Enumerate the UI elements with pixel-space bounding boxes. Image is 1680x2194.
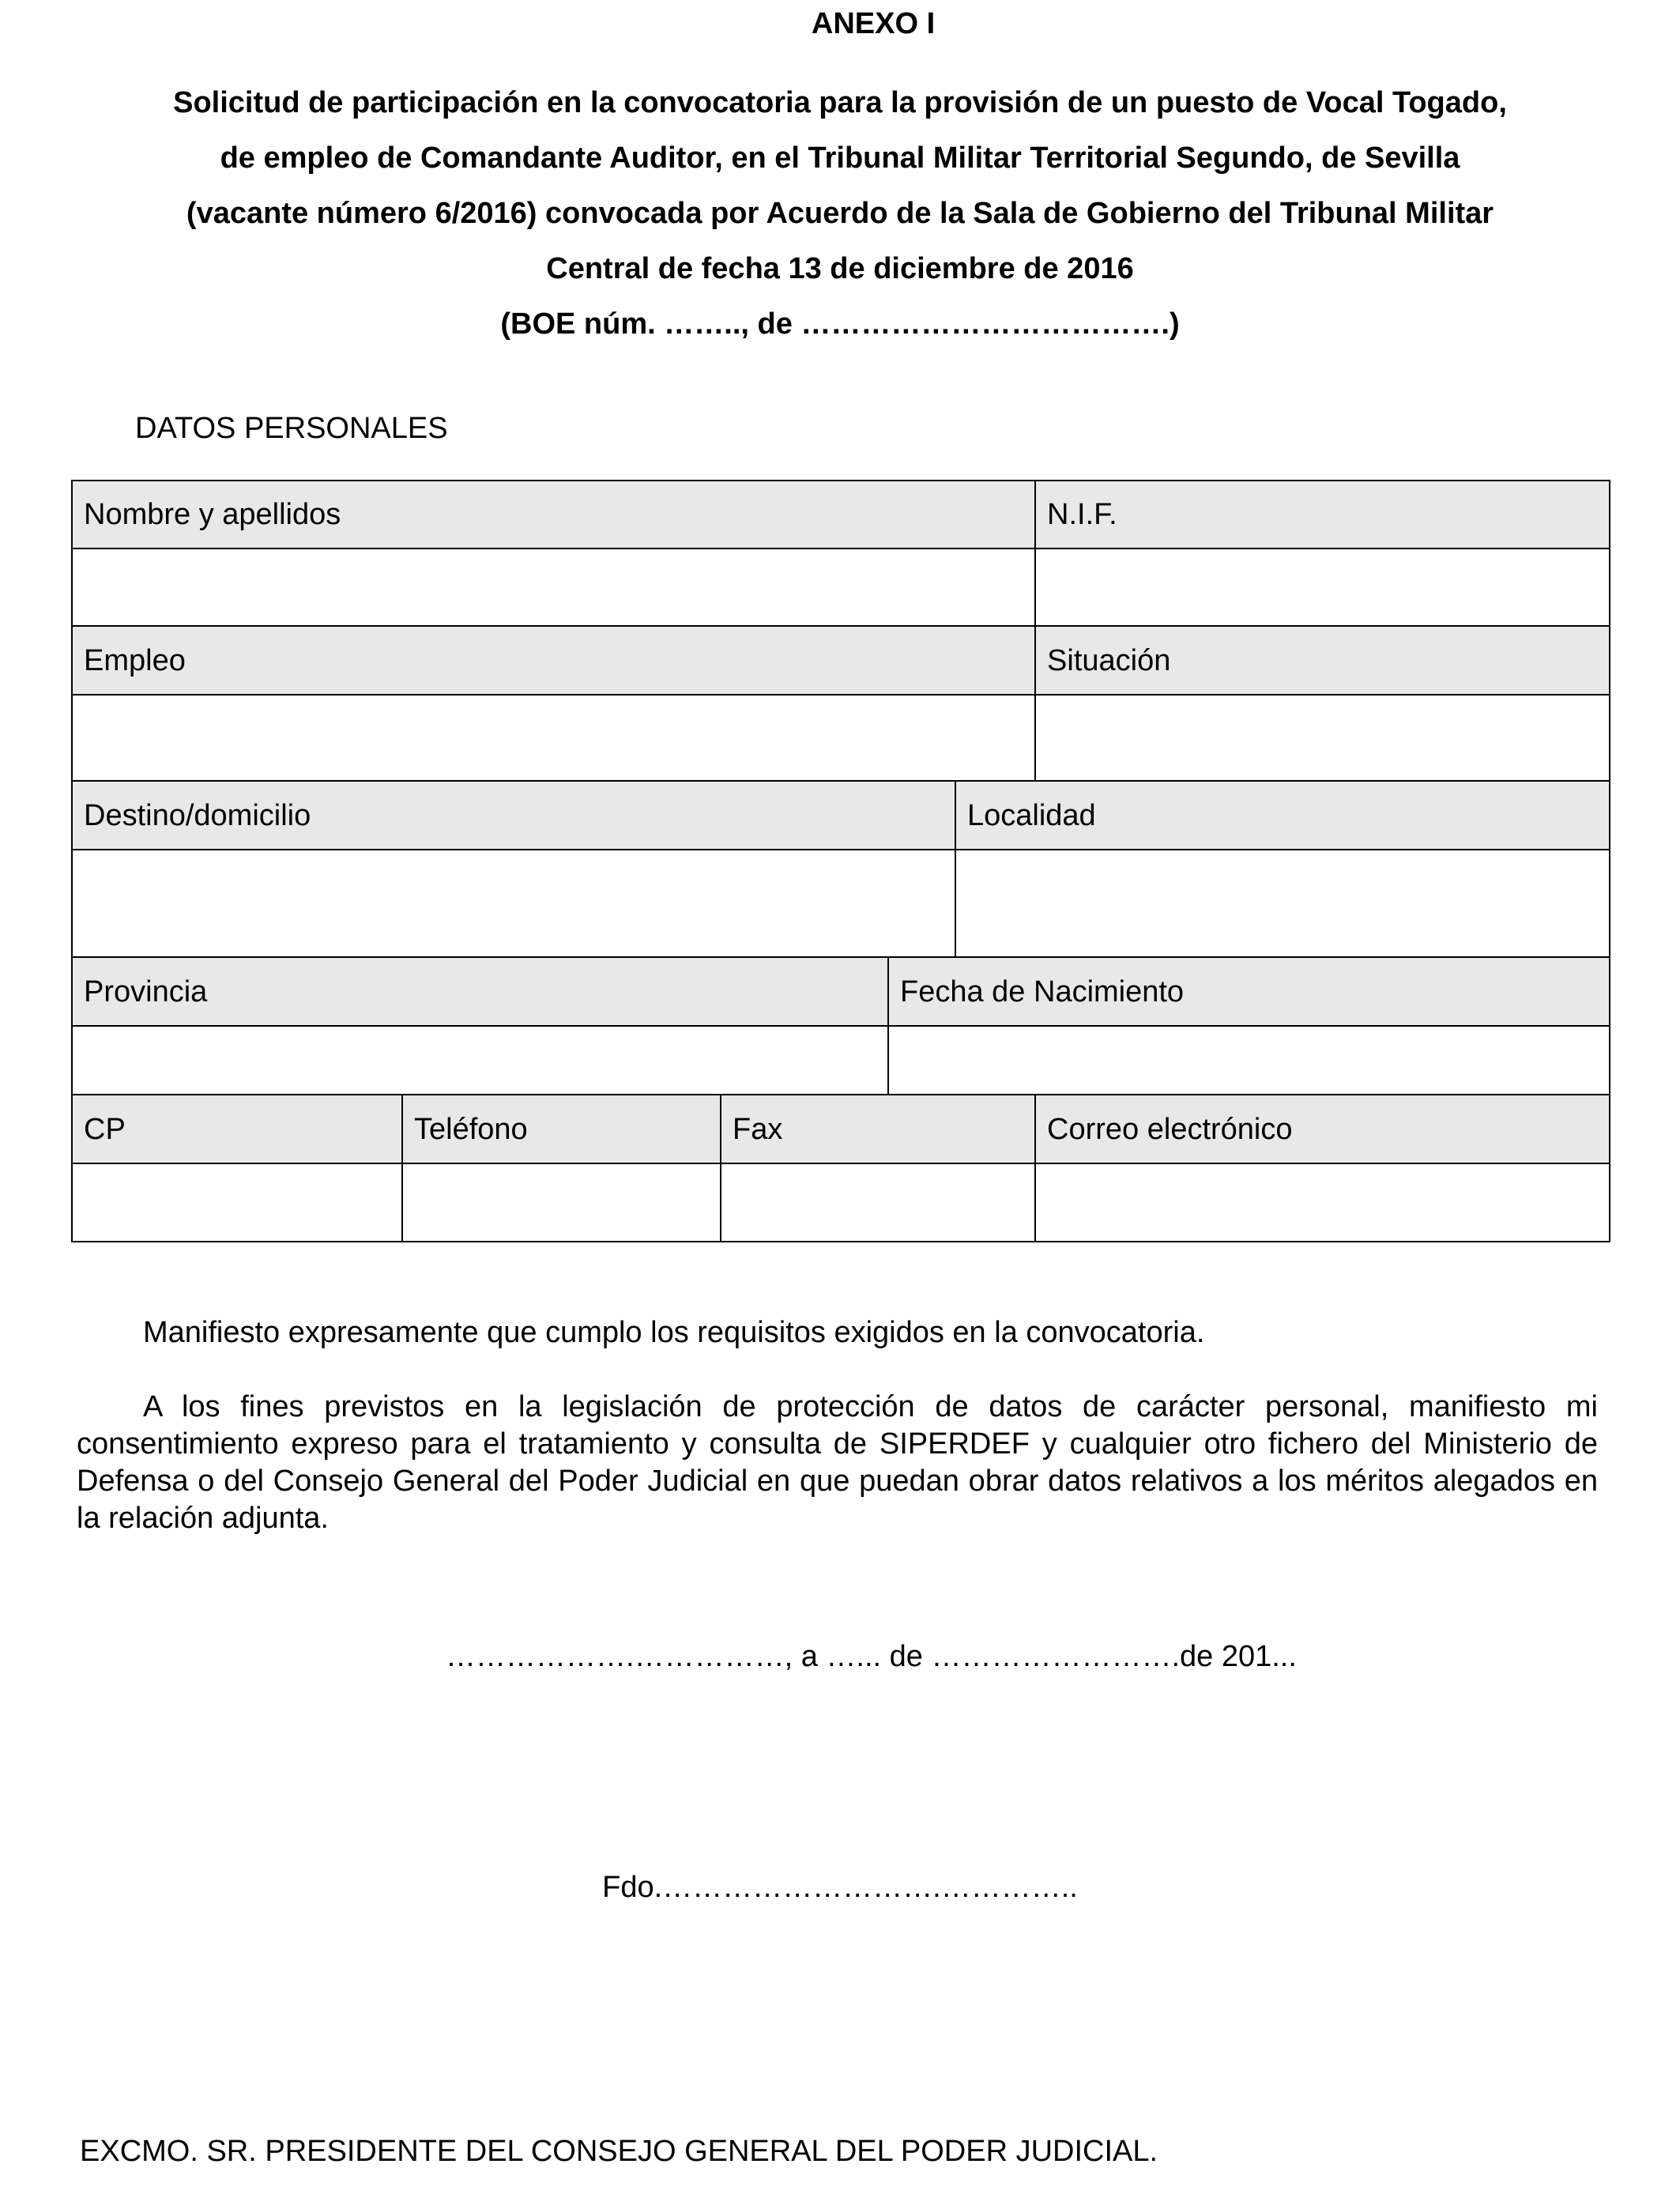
form-row-labels-1	[72, 481, 1610, 548]
nombre-field[interactable]	[72, 548, 1035, 626]
signature-line: Fdo.……………………….…………..	[602, 1871, 1078, 1904]
destino-field[interactable]	[72, 850, 955, 957]
localidad-field[interactable]	[955, 850, 1610, 957]
telefono-field[interactable]	[402, 1163, 721, 1242]
requirements-statement: Manifiesto expresamente que cumplo los requisitos exigidos en la convocatoria.	[143, 1316, 1205, 1349]
empleo-field[interactable]	[72, 695, 1035, 781]
nif-label: N.I.F.	[1035, 481, 1610, 548]
nif-field[interactable]	[1035, 548, 1610, 626]
correo-field[interactable]	[1035, 1163, 1610, 1242]
addressee: EXCMO. SR. PRESIDENTE DEL CONSEJO GENERAL DEL PODER JUDICIAL.	[80, 2135, 1158, 2168]
nombre-label: Nombre y apellidos	[72, 481, 1035, 548]
form-row-labels-4	[72, 957, 1610, 1026]
heading-line-5: (BOE núm. …….., de ……………………………….)	[500, 307, 1180, 341]
personal-data-form	[71, 480, 1610, 1242]
provincia-field[interactable]	[72, 1026, 888, 1095]
fax-field[interactable]	[721, 1163, 1035, 1242]
form-row-fields-3	[72, 850, 1610, 957]
date-place-line: ……………….……………, a …... de …………………….de 201...	[446, 1640, 1297, 1673]
form-row-fields-1	[72, 548, 1610, 626]
heading-line-1: Solicitud de participación en la convocatoria para la provisión de un puesto de Vocal Togado,	[173, 86, 1507, 119]
section-label-personal-data: DATOS PERSONALES	[135, 412, 448, 445]
form-row-labels-2	[72, 626, 1610, 695]
form-row-fields-2	[72, 695, 1610, 781]
annex-title: ANEXO I	[811, 7, 936, 40]
empleo-label: Empleo	[72, 626, 1035, 695]
situacion-label: Situación	[1035, 626, 1610, 695]
fax-label: Fax	[721, 1095, 1035, 1163]
data-protection-consent: A los fines previstos en la legislación de protección de datos de carácter personal, manifiesto mi consentimiento expreso para el tratamiento y consulta de SIPERDEF y cualquier otro fichero del Ministerio de Defensa o del Consejo General del Poder Judicial en que puedan obrar datos relativos a los méritos alegados en la relación adjunta.	[77, 1390, 1598, 1535]
situacion-field[interactable]	[1035, 695, 1610, 781]
provincia-label: Provincia	[72, 957, 888, 1026]
form-row-fields-5	[72, 1163, 1610, 1242]
fecha-nacimiento-field[interactable]	[888, 1026, 1610, 1095]
heading-line-3: (vacante número 6/2016) convocada por Acuerdo de la Sala de Gobierno del Tribunal Militar	[186, 197, 1494, 230]
cp-label: CP	[72, 1095, 402, 1163]
form-row-fields-4	[72, 1026, 1610, 1095]
form-row-labels-5	[72, 1095, 1610, 1163]
fecha-nacimiento-label: Fecha de Nacimiento	[888, 957, 1610, 1026]
destino-label: Destino/domicilio	[72, 781, 955, 850]
heading-line-4: Central de fecha 13 de diciembre de 2016	[546, 252, 1134, 285]
telefono-label: Teléfono	[402, 1095, 721, 1163]
localidad-label: Localidad	[955, 781, 1610, 850]
correo-label: Correo electrónico	[1035, 1095, 1610, 1163]
cp-field[interactable]	[72, 1163, 402, 1242]
heading-line-2: de empleo de Comandante Auditor, en el Tribunal Militar Territorial Segundo, de Sevilla	[220, 141, 1460, 175]
form-row-labels-3	[72, 781, 1610, 850]
